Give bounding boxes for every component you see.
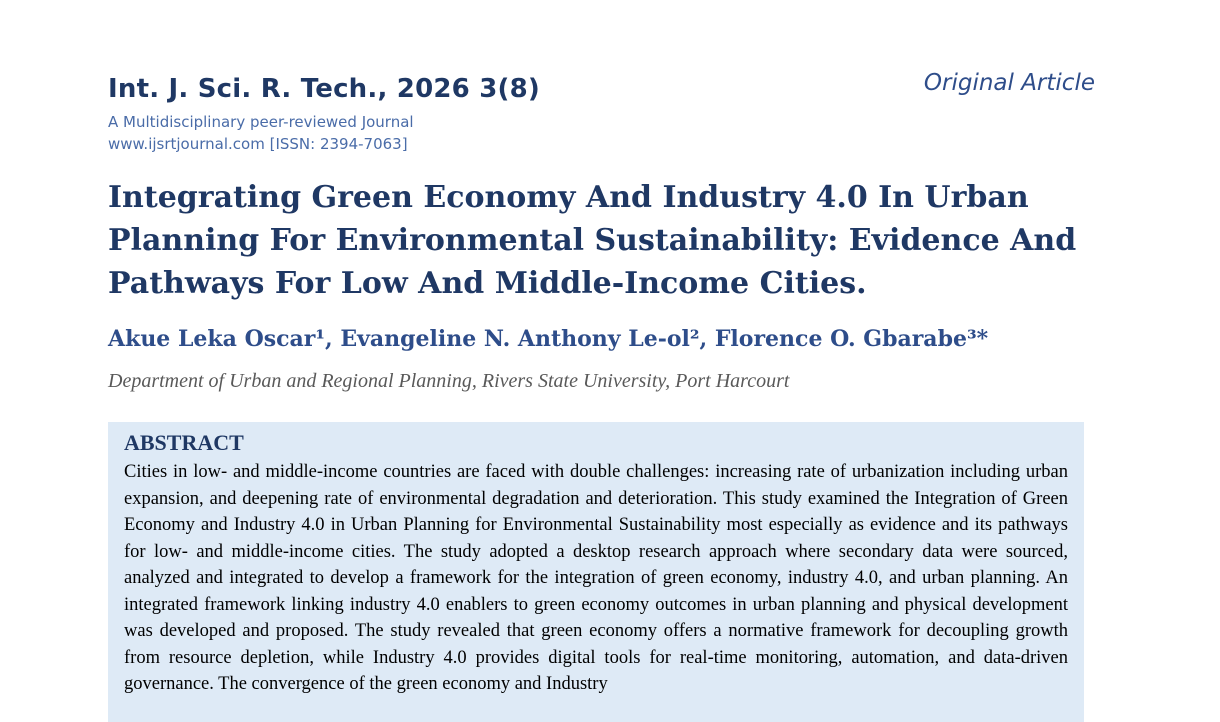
paper-title: Integrating Green Economy And Industry 4.0 In Urban Planning For Environmental Sustainability: Evidence And Pathways For Low And Middle-Income Cities. [108,180,1077,301]
author-list: Akue Leka Oscar¹, Evangeline N. Anthony Le-ol², Florence O. Gbarabe³* [108,326,989,352]
author-affiliation: Department of Urban and Regional Planning, Rivers State University, Port Harcourt [108,370,790,392]
journal-title: Int. J. Sci. R. Tech., 2026 3(8) [108,74,540,104]
abstract-section [108,422,1084,722]
article-type-label: Original Article [923,70,1095,96]
abstract-text: Cities in low- and middle-income countries are faced with double challenges: increasing rate of urbanization including urban expansion, and deepening rate of environmental degradation and deterioration. This study examined the Integration of Green Economy and Industry 4.0 in Urban Planning for Environmental Sustainability most especially as evidence and its pathways for low- and middle-income cities. The study adopted a desktop research approach where secondary data were sourced, analyzed and integrated to develop a framework for the integration of green economy, industry 4.0, and urban planning. An integrated framework linking industry 4.0 enablers to green economy outcomes in urban planning and physical development was developed and proposed. The study revealed that green economy offers a normative framework for decoupling growth from resource depletion, while Industry 4.0 provides digital tools for real-time monitoring, automation, and data-driven governance. The convergence of the green economy and Industry [124,462,1068,694]
journal-subtitle: A Multidisciplinary peer-reviewed Journal [108,113,414,131]
journal-website-link[interactable]: www.ijsrtjournal.com [ISSN: 2394-7063] [108,135,408,153]
abstract-heading: ABSTRACT [124,430,244,455]
